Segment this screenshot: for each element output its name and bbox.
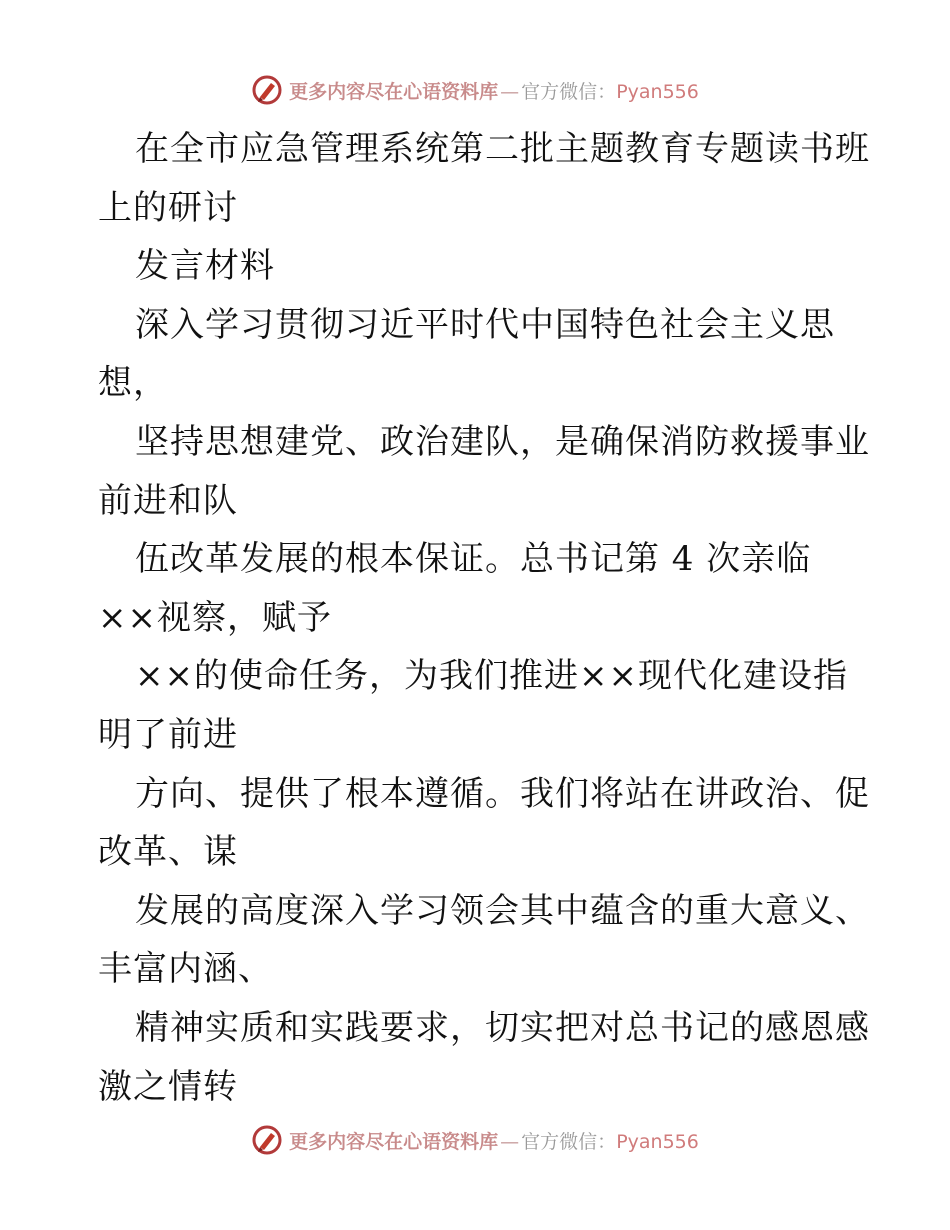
text-line: 激之情转: [98, 1066, 238, 1107]
watermark-wechat-label: 官方微信：: [521, 1130, 617, 1153]
watermark-wechat-id: Pyan556: [616, 1130, 699, 1153]
document-body: [98, 120, 870, 1116]
text-line: 深入学习贯彻习近平时代中国特色社会主义思: [135, 304, 835, 345]
text-line: 丰富内涵、: [98, 949, 273, 990]
watermark-text: [289, 77, 699, 104]
text-line: 想，: [98, 363, 168, 404]
text-line: 伍改革发展的根本保证。总书记第 4 次亲临: [135, 539, 812, 580]
text-line: 发展的高度深入学习领会其中蕴含的重大意义、: [135, 890, 870, 931]
text-line: ××的使命任务，为我们推进××现代化建设指: [135, 656, 848, 697]
watermark-wechat-label: 官方微信：: [521, 80, 617, 103]
text-line: 方向、提供了根本遵循。我们将站在讲政治、促: [135, 773, 870, 814]
text-line: 坚持思想建党、政治建队，是确保消防救援事业: [135, 421, 870, 462]
text-line: 明了前进: [98, 714, 238, 755]
watermark-text: [289, 1127, 699, 1154]
text-line: 发言材料: [135, 246, 275, 287]
text-line: 在全市应急管理系统第二批主题教育专题读书班: [135, 129, 870, 169]
text-line: 前进和队: [98, 480, 238, 521]
watermark-wechat-id: Pyan556: [616, 80, 699, 103]
text-line: 精神实质和实践要求，切实把对总书记的感恩感: [135, 1007, 870, 1048]
text-line: 改革、谋: [98, 832, 238, 873]
text-line: 上的研讨: [98, 187, 238, 228]
pen-circle-logo-icon: [251, 1124, 283, 1156]
watermark-dash: —: [500, 80, 520, 103]
watermark-site-text: 更多内容尽在心语资料库: [289, 80, 499, 103]
text-line: ××视察，赋予: [98, 597, 332, 638]
header-watermark: [0, 70, 950, 110]
pen-circle-logo-icon: [251, 74, 283, 106]
watermark-dash: —: [500, 1130, 520, 1153]
footer-watermark: [0, 1120, 950, 1160]
watermark-site-text: 更多内容尽在心语资料库: [289, 1130, 499, 1153]
